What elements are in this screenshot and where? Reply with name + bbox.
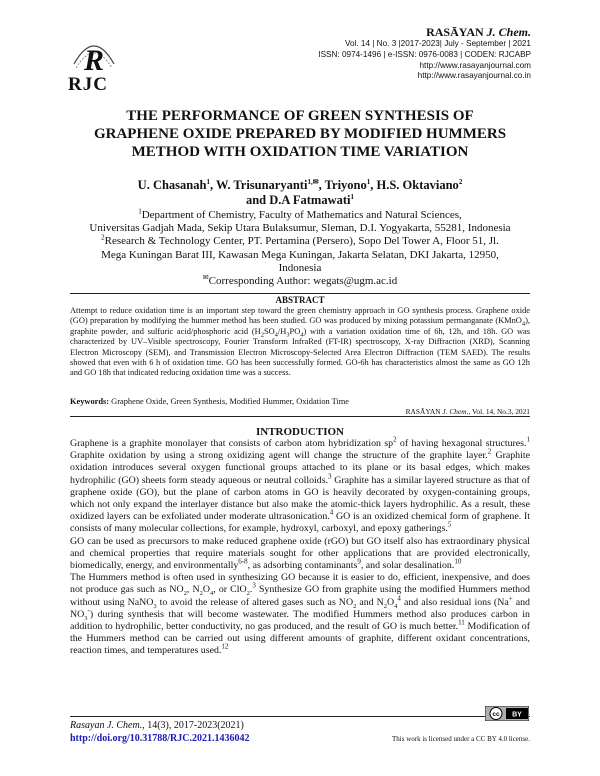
intro-paragraph-1: Graphene is a graphite monolayer that consists of carbon atom hybridization $sp^2$ of having hexagonal structures.$^1$ Graphite oxidation by using a strong oxidizing agent will change the structure of the graphite layer.$^2$ Graphite oxidation introduces several oxygen functional groups attached to its plane or its basal edges, which makes hydrophilic (GO) sheets form steady aqueous or neutral colloids.$^3$ Graphite has a similar layered structure as that of graphene oxide (GO), but the plane of carbon atoms in GO is heavily decorated by oxygen-containing groups, which not only expand the interlayer distance but also make the atomic-thick layers hydrophilic. As a result, these oxidized layers can be exfoliated under moderate ultrasonication.$^4$ GO is an oxidized chemical form of graphene. It consists of many molecular collections, for example, hydroxyl, carboxyl, and epoxy gatherings.$^5$ [70, 435, 530, 535]
intro-paragraph-2: GO can be used as precursors to make reduced graphene oxide (rGO) but GO itself also has extraordinary physical and chemical properties that require materials sought for other applications that are provided electronically, biomedically, energy, and environmentally$^{6-8}$, as adsorbing contaminants$^9$, and solar desalination.$^{10}$ [70, 535, 530, 572]
abstract-heading: ABSTRACT [275, 295, 325, 305]
author-list: U. Chasanah$^1$, W. Trisunaryanti$^{1,✉}$, Triyono$^1$, H.S. Oktaviano$^2$ and D.A Fatmawati$^1$ [137, 177, 463, 207]
cc-by-license-icon[interactable] [485, 706, 529, 721]
logo-letter: R [83, 44, 105, 77]
paper-title: THE PERFORMANCE OF GREEN SYNTHESIS OF GRAPHENE OXIDE PREPARED BY MODIFIED HUMMERS METHOD WITH OXIDATION TIME VARIATION [93, 108, 507, 160]
volume-line: Vol. 14 | No. 3 |2017-2023| July - September | 2021 [344, 39, 531, 48]
license-text: This work is licensed under a CC BY 4.0 license. [392, 735, 530, 743]
corresponding-author: ✉Corresponding Author: wegats@ugm.ac.id [202, 273, 398, 288]
abstract-text: Attempt to reduce oxidation time is an important step toward the green chemistry approach in GO synthesis process. Graphene oxide (GO) preparation by modifying the hummer method has been studied. GO was produced by mixing potassium permanganate (KMnO$_4$), graphite powder, and sulfuric acid/phosphoric acid $(H_2SO_4/H_3PO_4)$ with a variation oxidation time of 6h, 12h, and 18h. GO was characterized by UV–Visible spectroscopy, Fourier Transform InfraRed (FT-IR) spectroscopy, X-ray Diffraction (XRD), Scanning Electron Microscopy (SEM), and Transmission Electron Microscopy-Selected Area Electron Diffraction (TEM SAED). The results showed that even with 6 h of oxidation time. GO has been successfully formed. GO-6h has characteristics almost the same as GO 12h and GO 18h that indicated reducing oxidation time was a success. [70, 306, 530, 378]
introduction-body [70, 435, 530, 658]
footer-rule [70, 716, 530, 717]
svg-text:BY: BY [512, 711, 522, 719]
abstract-top-rule [70, 293, 530, 294]
footer-citation: Rasayan J. Chem., 14(3), 2017-2023(2021) [70, 720, 244, 731]
abstract-bottom-rule [70, 416, 530, 417]
logo-text: RJC [68, 74, 108, 95]
affiliations: $^1$Department of Chemistry, Faculty of Mathematics and Natural Sciences, Universitas Gadjah Mada, Sekip Utara Bulaksumur, Sleman, D.I. Yogyakarta, 55281, Indonesia $^2$Research & Technology Center, PT. Pertamina (Persero), Sopo Del Tower A, Floor 51, Jl. Mega Kuningan Barat III, Kawasan Mega Kuningan, Jakarta Selatan, DKI Jakarta, 12950, Indonesia ✉Corresponding Author: wegats@ugm.ac.id [60, 209, 540, 288]
doi-link[interactable]: http://doi.org/10.31788/RJC.2021.1436042 [70, 733, 250, 744]
journal-url-2[interactable]: http://www.rasayanjournal.co.in [417, 71, 531, 81]
running-head: RASĀYAN J. Chem., Vol. 14, No.3, 2021 [405, 407, 530, 416]
journal-name: RASĀYAN J. Chem. [426, 25, 531, 39]
keywords: Keywords: Graphene Oxide, Green Synthesis, Modified Hummer, Oxidation Time [70, 397, 350, 406]
introduction-heading: INTRODUCTION [255, 426, 344, 438]
intro-paragraph-3: The Hummers method is often used in synthesizing GO because it is easier to do, efficient, inexpensive, and does not produce gas such as $NO_2$, $N_2O_4$, or ClO$_2$.$^3$ Synthesize GO from graphite using the modified Hummers method without using NaNO$_3$ to avoid the release of altered gases such as $NO_2$ and $N_2O_4^4$ and also residual ions (Na+ and $NO_3^-$) during synthesis that will become wastewater. The modified Hummers method also produces carbon in addition to hydrophilic, better conductivity, no gas produced, and the result of GO is much better.$^{11}$ Modification of the Hummers method can be carried out using different amounts of graphite, different oxidant concentrations, reaction times, and temperatures used.$^{12}$ [70, 572, 530, 657]
issn-line: ISSN: 0974-1496 | e-ISSN: 0976-0083 | CODEN: RJCABP [318, 49, 531, 59]
journal-url-1[interactable]: http://www.rasayanjournal.com [419, 60, 531, 70]
svg-text:cc: cc [492, 711, 500, 718]
journal-header [318, 25, 531, 82]
